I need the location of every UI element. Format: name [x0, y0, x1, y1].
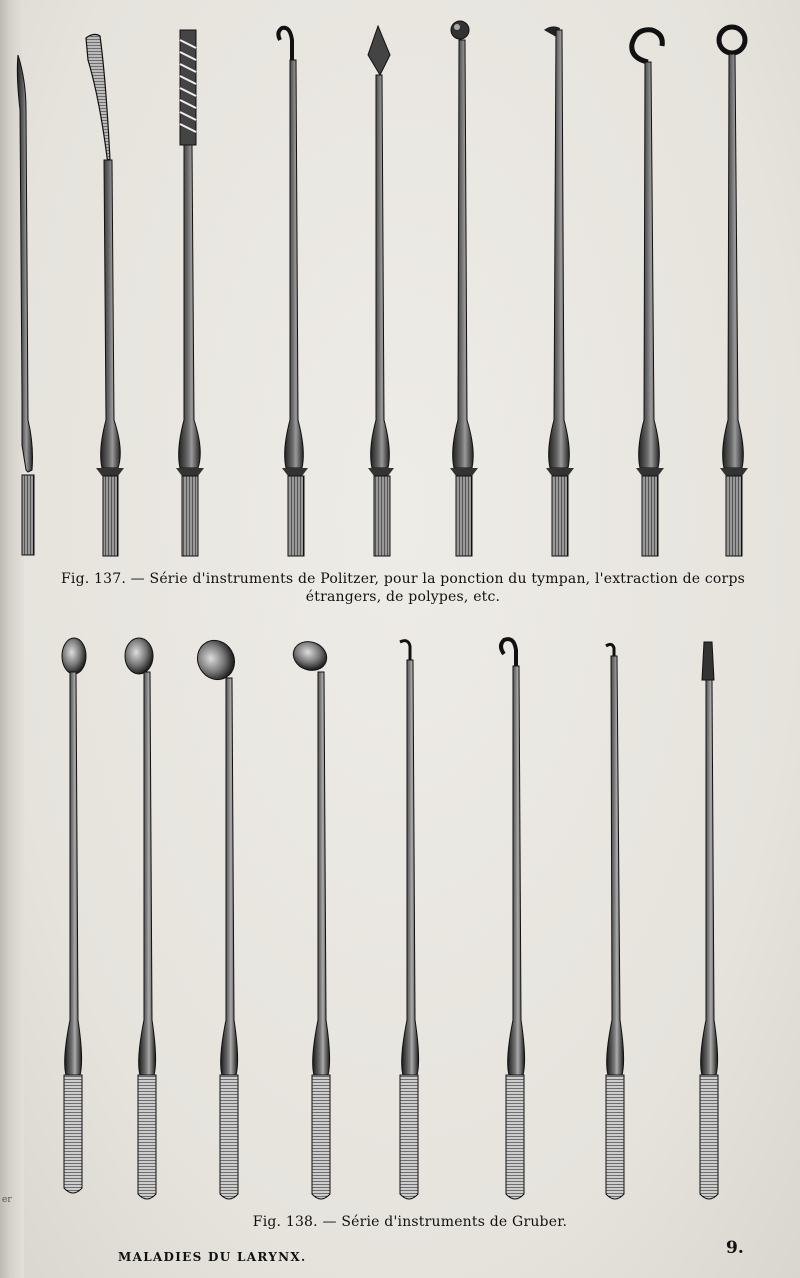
gruber-curette-large	[190, 634, 241, 1199]
figure-137-illustration	[0, 0, 800, 570]
politzer-rasp	[86, 34, 124, 556]
figure-138-illustration	[0, 620, 800, 1210]
gruber-hook-large	[501, 639, 525, 1199]
politzer-hook	[278, 28, 308, 556]
adjacent-page-fragment: er	[2, 1195, 12, 1205]
politzer-needle	[544, 26, 574, 556]
gruber-probe	[700, 642, 718, 1199]
politzer-closed-ring	[719, 27, 748, 556]
politzer-ball-probe	[450, 21, 478, 556]
figure-137-caption-line1: — Série d'instruments de Politzer, pour la ponction du tympan, l'extraction de corps	[130, 571, 745, 587]
figure-137-label: Fig. 137.	[60, 571, 127, 587]
gruber-curette-small	[62, 638, 86, 1193]
gruber-hook-small	[400, 641, 419, 1199]
politzer-lancet	[368, 26, 394, 556]
figure-138-caption	[200, 1213, 620, 1231]
gruber-hook-fine	[606, 644, 624, 1199]
politzer-instrument-1	[17, 55, 34, 555]
politzer-open-ring	[632, 30, 664, 556]
gruber-curette-round	[125, 638, 156, 1199]
gruber-curette-angled	[289, 637, 331, 1199]
figure-137-caption-line2: étrangers, de polypes, etc.	[305, 589, 501, 605]
figure-138-label: Fig. 138.	[252, 1214, 318, 1230]
figure-137	[0, 0, 800, 570]
figure-137-caption	[18, 570, 788, 606]
page-number: 9.	[726, 1238, 744, 1258]
politzer-screw	[176, 30, 204, 556]
figure-138-caption-text: — Série d'instruments de Gruber.	[322, 1214, 568, 1230]
figure-138	[0, 620, 800, 1210]
running-title: MALADIES DU LARYNX.	[118, 1250, 307, 1264]
